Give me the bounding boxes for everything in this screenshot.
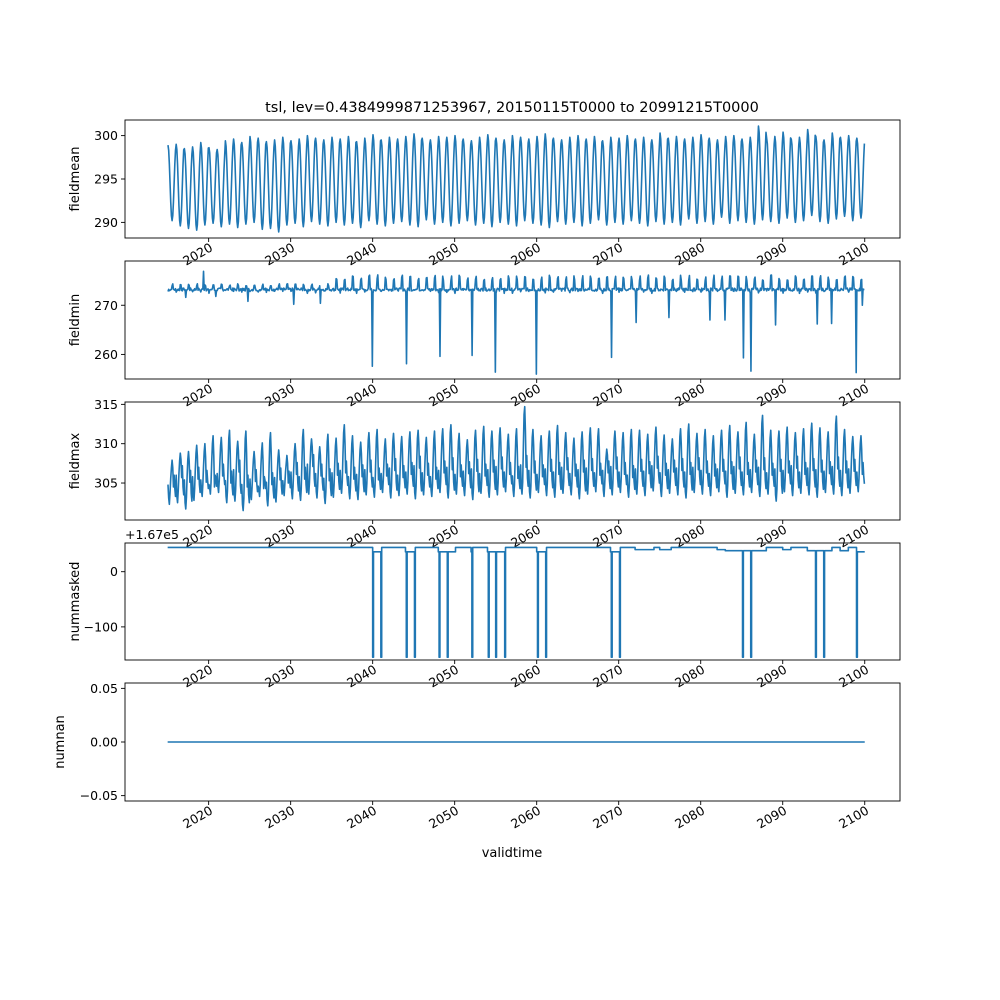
y-axis-label-fieldmin: fieldmin [68,293,83,347]
x-tick-label-numnan: 2020 [180,802,216,832]
x-tick-label-fieldmin: 2100 [836,380,872,410]
x-tick-label-fieldmin: 2070 [590,380,626,410]
y-tick-label-nummasked: −100 [83,619,118,635]
x-tick-label-fieldmax: 2100 [836,521,872,551]
x-tick-label-nummasked: 2090 [754,661,790,691]
x-tick-label-fieldmax: 2040 [344,521,380,551]
x-tick-label-nummasked: 2100 [836,661,872,691]
figure-title: tsl, lev=0.4384999871253967, 20150115T0000 to 20991215T0000 [265,100,759,116]
x-tick-label-fieldmax: 2090 [754,521,790,551]
y-tick-label-fieldmin: 260 [94,346,118,362]
x-tick-label-fieldmean: 2030 [262,239,298,269]
y-tick-label-fieldmax: 310 [94,436,118,452]
y-tick-label-numnan: 0.05 [90,680,118,696]
x-tick-label-nummasked: 2050 [426,661,462,691]
y-tick-label-numnan: −0.05 [79,788,118,804]
x-tick-label-fieldmax: 2050 [426,521,462,551]
y-tick-label-nummasked: 0 [110,564,118,580]
x-tick-label-fieldmax: 2020 [180,521,216,551]
x-tick-label-numnan: 2070 [590,802,626,832]
x-tick-label-numnan: 2050 [426,802,462,832]
x-tick-label-fieldmean: 2020 [180,239,216,269]
x-tick-label-fieldmax: 2080 [672,521,708,551]
x-tick-label-fieldmin: 2030 [262,380,298,410]
x-tick-label-fieldmean: 2070 [590,239,626,269]
x-tick-label-numnan: 2060 [508,802,544,832]
x-tick-label-fieldmin: 2040 [344,380,380,410]
y-tick-label-fieldmean: 300 [94,128,118,144]
x-tick-label-fieldmin: 2050 [426,380,462,410]
x-tick-label-fieldmean: 2060 [508,239,544,269]
x-axis-label: validtime [481,846,543,861]
x-tick-label-fieldmean: 2100 [836,239,872,269]
x-tick-label-numnan: 2100 [836,802,872,832]
y-axis-label-fieldmax: fieldmax [68,432,83,490]
x-tick-label-fieldmin: 2090 [754,380,790,410]
x-tick-label-fieldmin: 2020 [180,380,216,410]
y-tick-label-fieldmin: 270 [94,297,118,313]
x-tick-label-fieldmean: 2050 [426,239,462,269]
x-tick-label-fieldmean: 2080 [672,239,708,269]
x-tick-label-numnan: 2090 [754,802,790,832]
y-tick-label-numnan: 0.00 [90,734,118,750]
y-tick-label-fieldmean: 290 [94,214,118,230]
y-axis-label-nummasked: nummasked [68,561,83,642]
y-tick-label-fieldmean: 295 [94,171,118,187]
y-tick-label-fieldmax: 315 [94,396,118,412]
x-tick-label-fieldmin: 2060 [508,380,544,410]
x-tick-label-fieldmax: 2060 [508,521,544,551]
x-tick-label-nummasked: 2020 [180,661,216,691]
x-tick-label-numnan: 2030 [262,802,298,832]
y-axis-label-fieldmean: fieldmean [68,146,83,212]
x-tick-label-fieldmean: 2040 [344,239,380,269]
x-tick-label-fieldmax: 2030 [262,521,298,551]
x-tick-label-nummasked: 2040 [344,661,380,691]
x-tick-label-nummasked: 2030 [262,661,298,691]
y-tick-label-fieldmax: 305 [94,475,118,491]
x-tick-label-fieldmax: 2070 [590,521,626,551]
x-tick-label-fieldmin: 2080 [672,380,708,410]
x-tick-label-nummasked: 2060 [508,661,544,691]
y-axis-label-numnan: numnan [53,715,68,769]
y-offset-text-nummasked: +1.67e5 [125,527,179,542]
x-tick-label-numnan: 2040 [344,802,380,832]
x-tick-label-nummasked: 2080 [672,661,708,691]
x-tick-label-numnan: 2080 [672,802,708,832]
x-tick-label-nummasked: 2070 [590,661,626,691]
x-tick-label-fieldmean: 2090 [754,239,790,269]
